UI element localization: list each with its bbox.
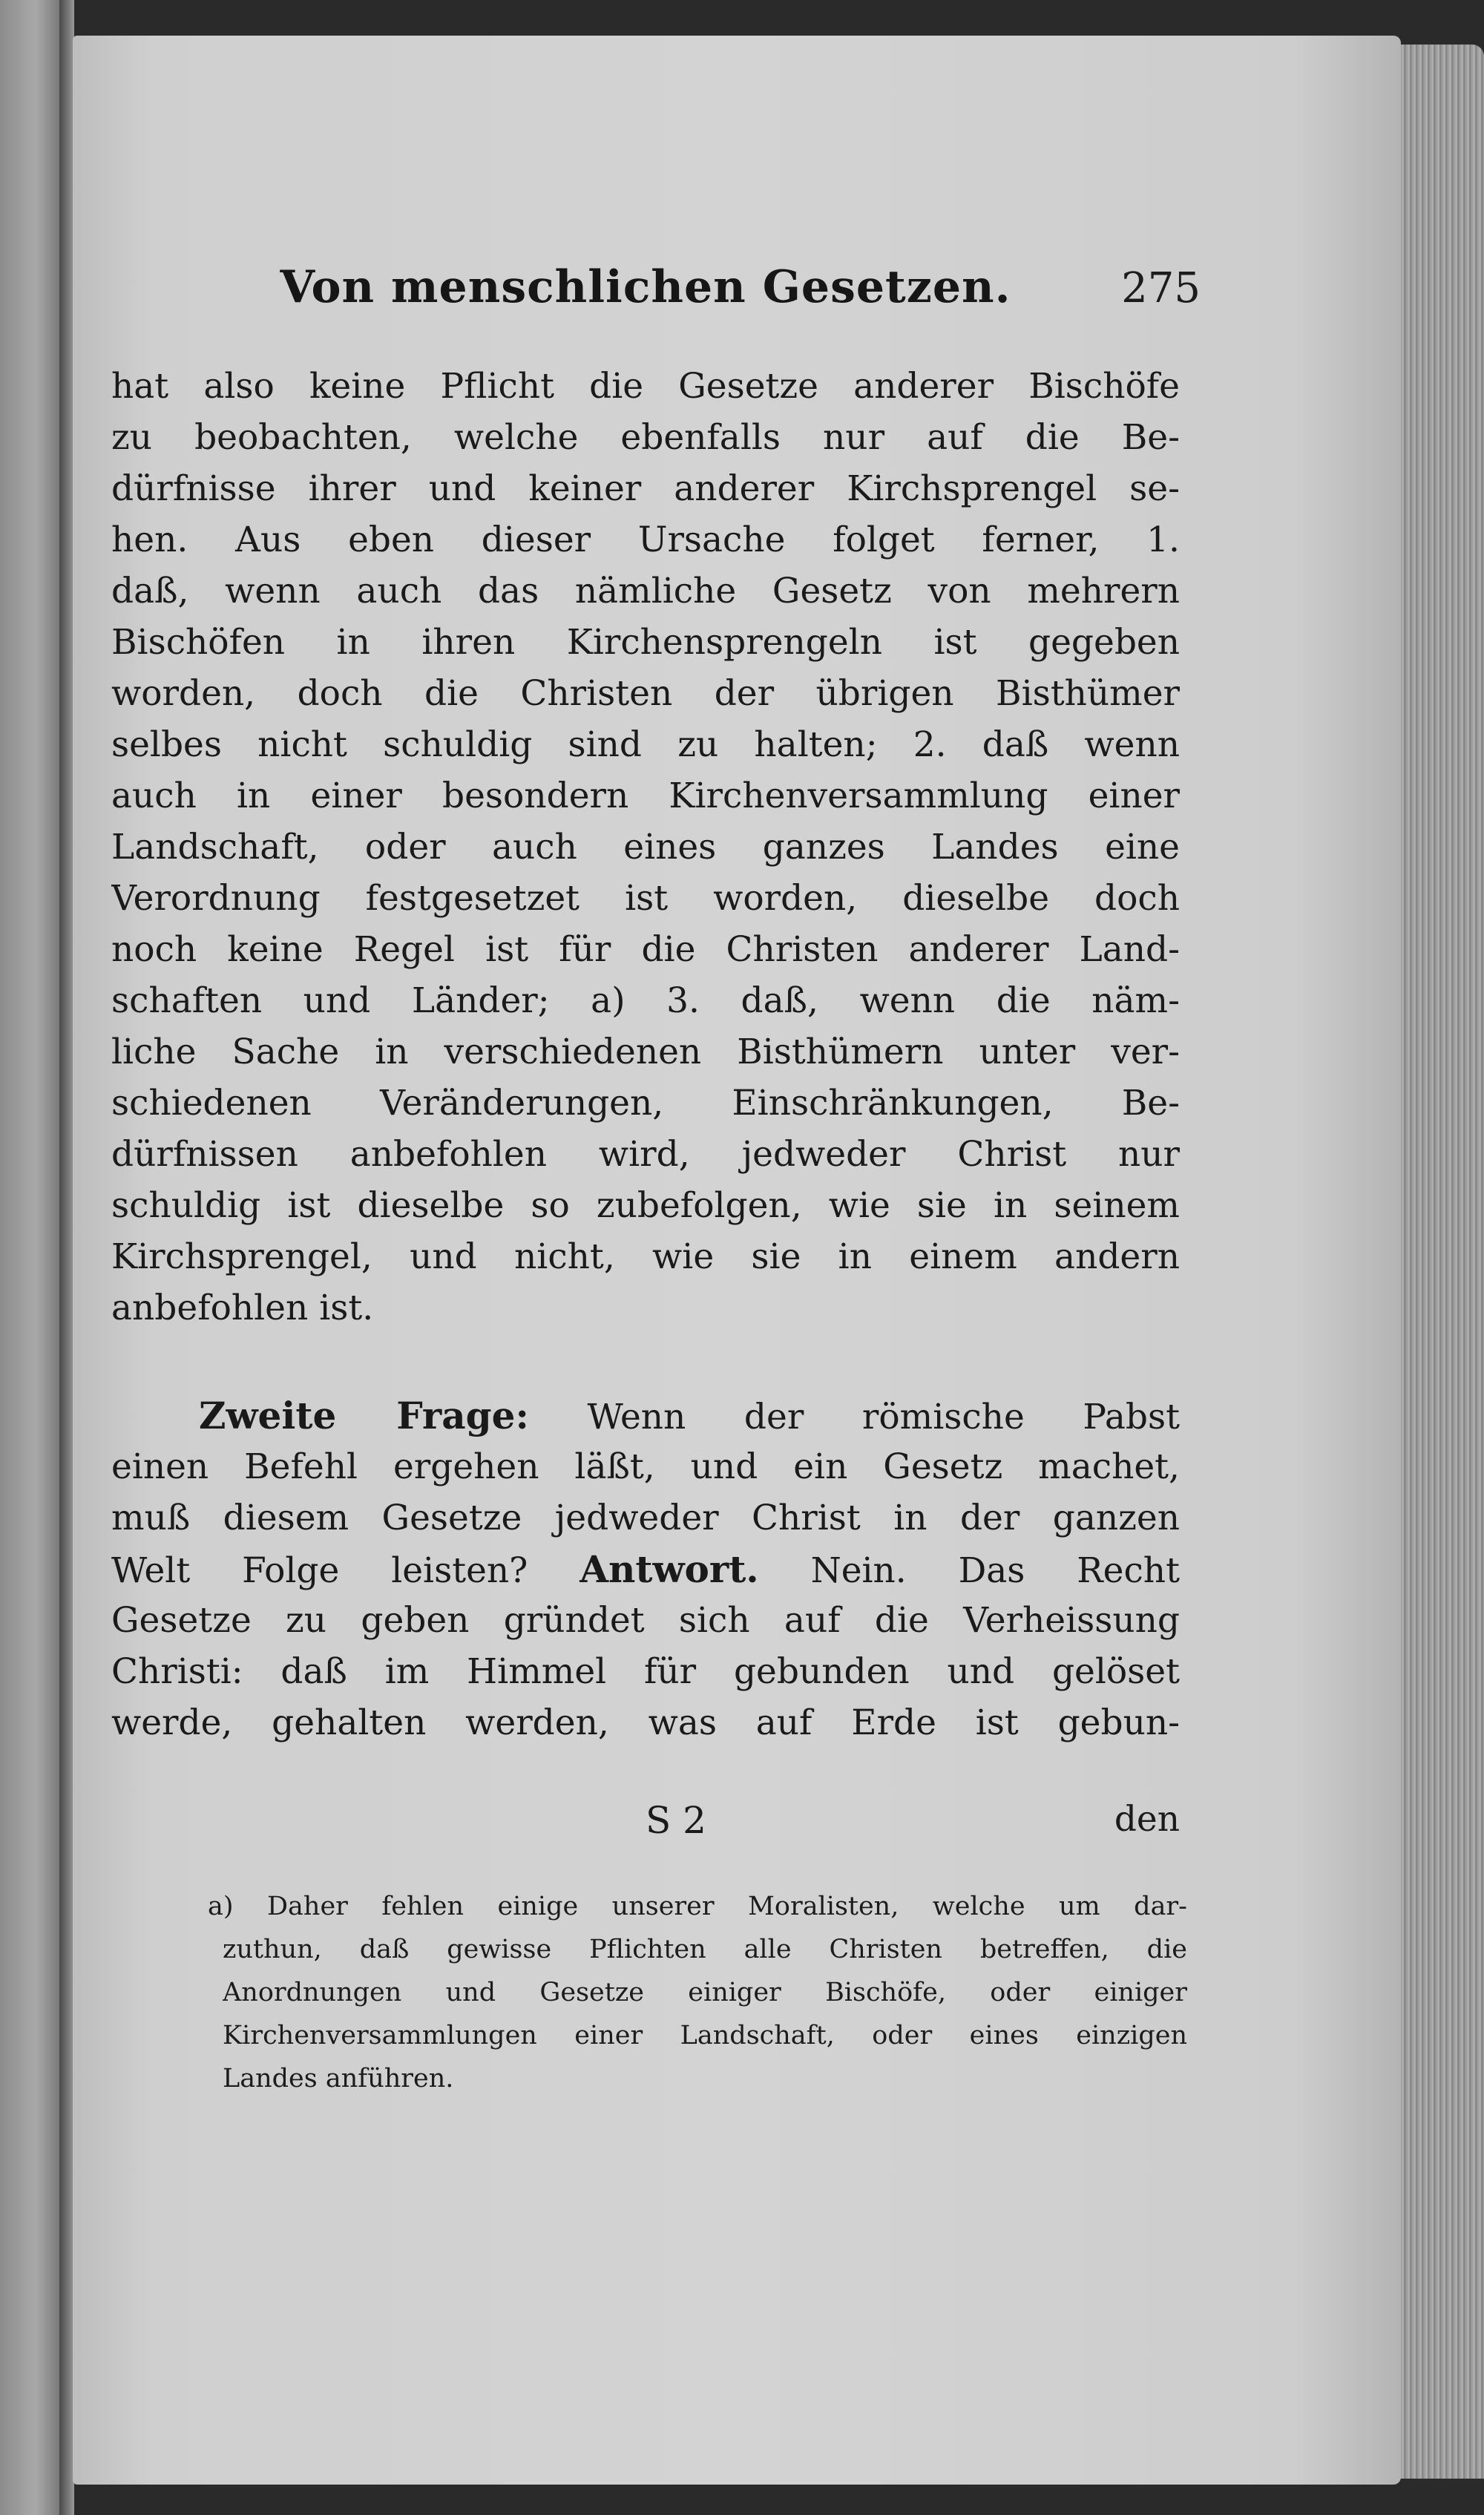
text-line: auch in einer besondern Kirchenversammlung einer — [111, 776, 1180, 816]
stacked-page-edges — [1401, 45, 1484, 2479]
page-header — [104, 261, 1201, 343]
text-line: hat also keine Pflicht die Gesetze anderer Bischöfe — [111, 366, 1180, 407]
text-line: hen. Aus eben dieser Ursache folget ferner, 1. — [111, 519, 1180, 560]
footnote-line: Landes anführen. — [223, 2064, 454, 2093]
text-line: muß diesem Gesetze jedweder Christ in der ganzen — [111, 1498, 1180, 1538]
text-line: liche Sache in verschiedenen Bisthümern unter ver- — [111, 1032, 1180, 1072]
text-line: zu beobachten, welche ebenfalls nur auf die Be- — [111, 417, 1180, 458]
paragraph-gap — [111, 1334, 1180, 1390]
text-line — [111, 1544, 1180, 1595]
text-line: noch keine Regel ist für die Christen anderer Land- — [111, 929, 1180, 970]
text-line: Gesetze zu geben gründet sich auf die Verheissung — [111, 1600, 1180, 1641]
text-line: einen Befehl ergehen läßt, und ein Gesetz machet, — [111, 1446, 1180, 1487]
text-line: daß, wenn auch das nämliche Gesetz von mehrern — [111, 571, 1180, 611]
text-line: dürfnisse ihrer und keiner anderer Kirchsprengel se- — [111, 468, 1180, 509]
text-line: Christi: daß im Himmel für gebunden und gelöset — [111, 1651, 1180, 1692]
footnote-line: Kirchenversammlungen einer Landschaft, oder eines einzigen — [223, 2021, 1187, 2050]
text-line: Bischöfen in ihren Kirchensprengeln ist gegeben — [111, 622, 1180, 663]
book-gutter — [59, 0, 74, 2515]
text-line: selbes nicht schuldig sind zu halten; 2. daß wenn — [111, 724, 1180, 765]
text-line: Verordnung festgesetzet ist worden, dieselbe doch — [111, 878, 1180, 919]
text-line: anbefohlen ist. — [111, 1288, 374, 1328]
question-text: Wenn der römische Pabst — [587, 1397, 1180, 1437]
footnote-line: a) Daher fehlen einige unserer Moralisten, welche um dar- — [208, 1892, 1187, 1921]
paragraph-2 — [111, 1390, 1180, 1748]
text-line: worden, doch die Christen der übrigen Bisthümer — [111, 673, 1180, 714]
text-line: schaften und Länder; a) 3. daß, wenn die näm- — [111, 980, 1180, 1021]
answer-text: Nein. Das Recht — [810, 1550, 1180, 1591]
signature-mark: S 2 — [646, 1799, 706, 1842]
catchword: den — [1114, 1799, 1180, 1840]
footnote-line: Anordnungen und Gesetze einiger Bischöfe, oder einiger — [223, 1978, 1187, 2007]
text-line: Landschaft, oder auch eines ganzes Landes eine — [111, 827, 1180, 868]
footnote-line: zuthun, daß gewisse Pflichten alle Christen betreffen, die — [223, 1935, 1187, 1964]
body-text — [111, 361, 1180, 1748]
answer-label: Antwort. — [580, 1547, 759, 1591]
text-line: schiedenen Veränderungen, Einschränkungen, Be- — [111, 1083, 1180, 1124]
text-line: Kirchsprengel, und nicht, wie sie in einem andern — [111, 1236, 1180, 1277]
question-label: Zweite Frage: — [199, 1394, 529, 1437]
page-foot — [111, 1799, 1180, 1851]
page-number: 275 — [1121, 264, 1201, 312]
text-line: werde, gehalten werden, was auf Erde ist gebun- — [111, 1702, 1180, 1743]
question-end: Welt Folge leisten? — [111, 1550, 528, 1591]
text-line: schuldig ist dieselbe so zubefolgen, wie sie in seinem — [111, 1185, 1180, 1226]
paragraph-1 — [111, 361, 1180, 1334]
footnote — [208, 1885, 1187, 2100]
text-line: dürfnissen anbefohlen wird, jedweder Christ nur — [111, 1134, 1180, 1175]
left-page-edge — [0, 0, 65, 2515]
text-line — [111, 1390, 1180, 1441]
running-title: Von menschlichen Gesetzen. — [280, 261, 1011, 313]
